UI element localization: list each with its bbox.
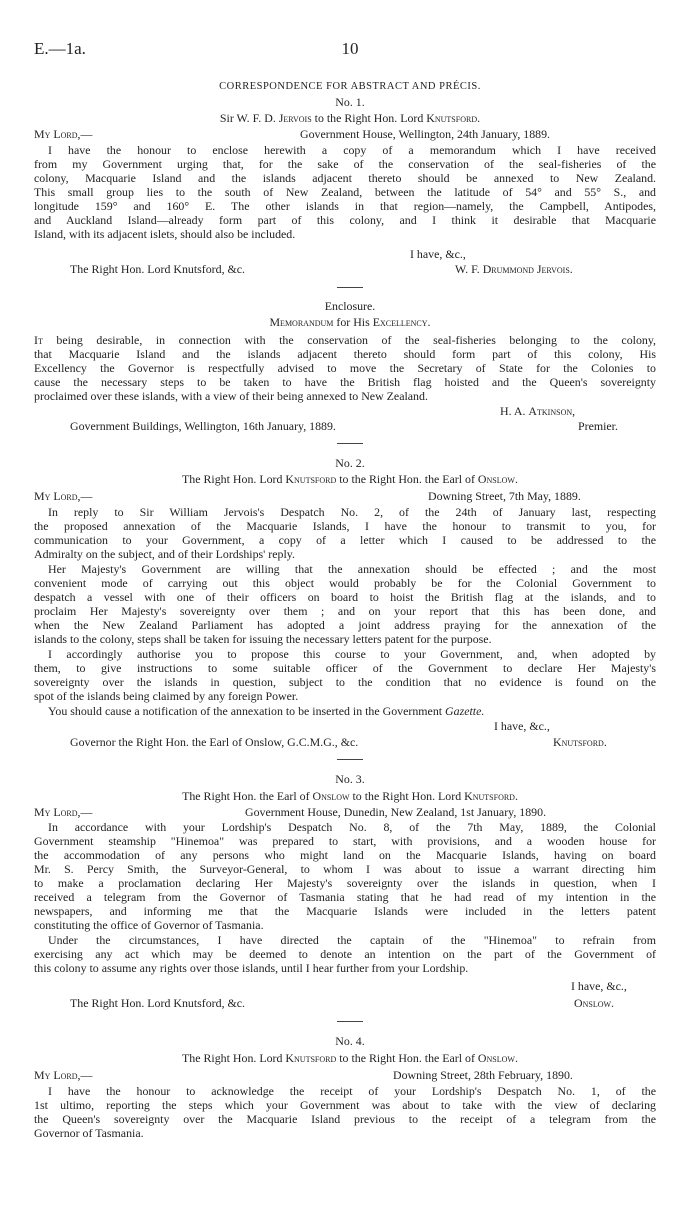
doc3-line: to make a proclamation declaring Her Majesty's sovereignty over the islands in question, when I [34,876,656,890]
doc3-salutation: My Lord,— [34,805,93,819]
doc1-salutation: My Lord,— [34,127,93,141]
doc1-place-date: Government House, Wellington, 24th January, 1889. [300,127,551,141]
doc4-place-date: Downing Street, 28th February, 1890. [393,1068,573,1082]
doc3-line: newspapers, and informing me that the Macquarie Islands were included in the letters patent [34,904,656,918]
doc2-line: spot of the islands being claimed by any foreign Power. [34,689,299,703]
divider [337,1021,363,1022]
doc2-number: No. 2. [335,456,365,470]
doc4-heading: The Right Hon. Lord Knutsford to the Right Hon. the Earl of Onslow. [182,1051,518,1065]
divider [337,287,363,288]
page-number: 10 [341,39,359,58]
doc3-line: received a telegram from the Governor of Tasmania stating that he had read of my intention in the [34,890,656,904]
doc3-line: the accommodation of any persons who might land on the Macquarie Islands, having on board [34,848,656,862]
memo-signature: H. A. Atkinson, [500,404,576,418]
memo-line: cause the necessary steps to be taken to have the British flag hoisted and the Queen's sovereignty [34,375,656,389]
doc3-signature: Onslow. [574,996,615,1010]
memo-line: It being desirable, in connection with the conservation of the seal-fisheries belonging to the colony, [34,333,656,347]
doc2-line: I accordingly authorise you to propose this course to your Government, and, when adopted by [48,647,656,661]
doc2-addressee: Governor the Right Hon. the Earl of Onslow, G.C.M.G., &c. [70,735,359,749]
doc1-heading: Sir W. F. D. Jervois to the Right Hon. Lord Knutsford. [219,111,481,125]
memo-line: Excellency the Governor is respectfully advised to move the Secretary of State for the Colonies to [34,361,656,375]
doc3-line: this colony to assume any rights over those islands, until I hear further from your Lordship. [34,961,469,975]
doc1-line: from my Government urging that, for the sake of the conservation of the seal-fisheries of the [34,157,656,171]
memo-line: proclaimed over these islands, with a view of their being annexed to New Zealand. [34,389,428,403]
report-code: E.—1a. [34,39,86,58]
doc1-closing: I have, &c., [410,247,466,261]
divider [337,443,363,444]
doc3-heading: The Right Hon. the Earl of Onslow to the Right Hon. Lord Knutsford. [182,789,518,803]
doc1-addressee: The Right Hon. Lord Knutsford, &c. [70,262,246,276]
doc4-line: 1st ultimo, reporting the steps which your Government was about to take with the view of declaring [34,1098,656,1112]
doc3-line: exercising any act which may be deemed to denote an intention on the part of the Government of [34,947,656,961]
doc2-line: You should cause a notification of the annexation to be inserted in the Government Gazette. [48,704,485,718]
enclosure-title: Enclosure. [324,299,376,313]
doc4-line: I have the honour to acknowledge the receipt of your Lordship's Despatch No. 1, of the [48,1084,656,1098]
doc3-line: Mr. S. Percy Smith, the Surveyor-General, to whom I was about to issue a warrant directing him [34,862,656,876]
doc2-line: when the New Zealand Parliament has adopted a joint address praying for the annexation of the [34,618,656,632]
doc1-line: I have the honour to enclose herewith a copy of a memorandum which I have received [48,143,656,157]
doc1-line: colony, Macquarie Island and the islands adjacent thereto should be annexed to New Zealand. [34,171,656,185]
doc2-line: the proposed annexation of the Macquarie Islands, I have the honour to transmit to you, for [34,519,656,533]
doc2-place-date: Downing Street, 7th May, 1889. [428,489,581,503]
doc2-line: Admiralty on the subject, and of their Lordships' reply. [34,547,295,561]
doc2-line: despatch a vessel with one of their officers on board to hoist the British flag at the islands, and to [34,590,656,604]
doc1-line: This small group lies to the south of New Zealand, between the latitude of 54° and 55° S., and [34,185,656,199]
doc4-line: Governor of Tasmania. [34,1126,144,1140]
doc3-number: No. 3. [335,772,365,786]
doc3-closing: I have, &c., [571,979,627,993]
doc3-line: Government steamship "Hinemoa" was prepared to start, with provisions, and a wooden house for [34,834,656,848]
doc1-line: Island, with its adjacent islets, should also be included. [34,227,296,241]
doc3-line: Under the circumstances, I have directed the captain of the "Hinemoa" to refrain from [48,933,656,947]
doc2-line: In reply to Sir William Jervois's Despatch No. 2, of the 24th of January last, respecting [48,505,656,519]
doc2-closing: I have, &c., [494,719,550,733]
doc2-line: Her Majesty's Government are willing that the annexation should be effected ; and the most [48,562,656,576]
doc4-line: the Queen's sovereignty over the Macquarie Island previous to the receipt of a telegram from the [34,1112,656,1126]
doc2-line: convenient mode of carrying out this object would probably be for the Colonial Government to [34,576,656,590]
doc1-signature: W. F. Drummond Jervois. [455,262,573,276]
doc3-addressee: The Right Hon. Lord Knutsford, &c. [70,996,246,1010]
doc1-number: No. 1. [335,95,365,109]
doc3-line: constituting the office of Governor of Tasmania. [34,918,264,932]
doc4-salutation: My Lord,— [34,1068,93,1082]
section-title: CORRESPONDENCE FOR ABSTRACT AND PRÉCIS. [219,81,481,92]
doc2-line: them, to give instructions to some suitable officer of the Government to declare Her Majesty's [34,661,656,675]
doc1-line: longitude 159° and 160° E. The other islands in that region—namely, the Campbell, Antipodes, [34,199,656,213]
doc2-line: sovereignty over the islands in question, subject to the condition that no evidence is found on the [34,675,656,689]
doc2-heading: The Right Hon. Lord Knutsford to the Right Hon. the Earl of Onslow. [182,472,518,486]
memo-heading: Memorandum for His Excellency. [269,315,431,329]
doc2-line: communication to your Government, a copy of a letter which I caused to be addressed to the [34,533,656,547]
doc2-line: proclaim Her Majesty's sovereignty over them ; and on your report that this has been done, and [34,604,656,618]
divider [337,759,363,760]
memo-title-role: Premier. [578,419,618,433]
doc4-number: No. 4. [335,1034,365,1048]
doc2-line: islands to the colony, steps shall be taken for issuing the necessary letters patent for the purpose. [34,632,492,646]
doc2-signature: Knutsford. [553,735,607,749]
doc1-line: and Auckland Island—already form part of this colony, and I think it desirable that Macquarie [34,213,656,227]
memo-place-date: Government Buildings, Wellington, 16th January, 1889. [70,419,336,433]
doc3-place-date: Government House, Dunedin, New Zealand, 1st January, 1890. [245,805,547,819]
memo-line: that Macquarie Island and the islands adjacent thereto should form part of this colony, His [34,347,656,361]
doc2-salutation: My Lord,— [34,489,93,503]
doc3-line: In accordance with your Lordship's Despatch No. 8, of the 7th May, 1889, the Colonial [48,820,656,834]
